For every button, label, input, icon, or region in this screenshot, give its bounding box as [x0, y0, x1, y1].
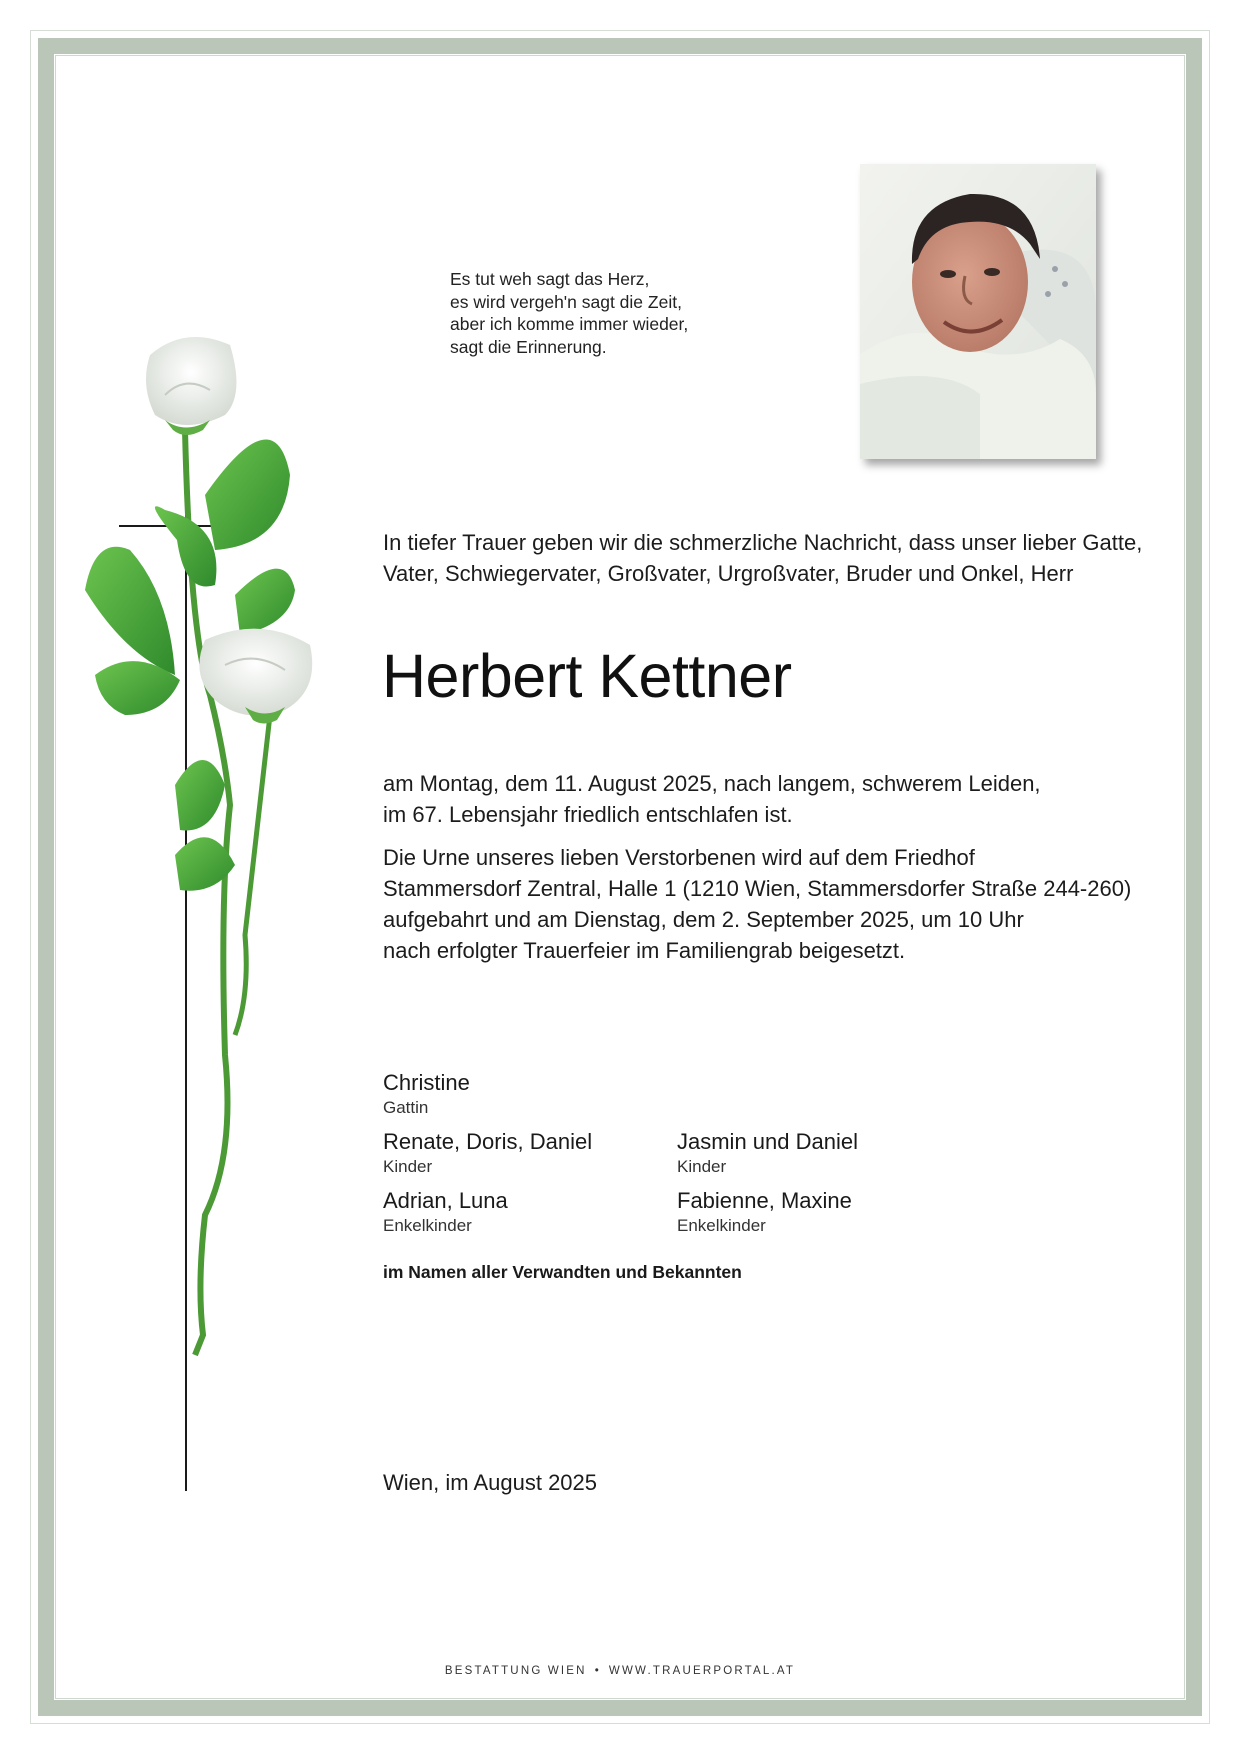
funeral-line: Stammersdorf Zentral, Halle 1 (1210 Wien, Stammersdorfer Straße 244-260) [383, 876, 1132, 901]
place-and-date: Wien, im August 2025 [383, 1470, 598, 1495]
poem-line: es wird vergeh'n sagt die Zeit, [450, 291, 682, 312]
poem-line: aber ich komme immer wieder, [450, 314, 689, 334]
announcement-intro [383, 527, 1173, 589]
death-statement [383, 768, 1173, 830]
mourner-names: Renate, Doris, Daniel [383, 1129, 593, 1154]
mourner-entry [677, 1128, 858, 1178]
deceased-name: Herbert Kettner [382, 642, 792, 710]
footer-website-link[interactable]: WWW.TRAUERPORTAL.AT [608, 1665, 796, 1677]
funeral-details [383, 842, 1173, 966]
intro-line: In tiefer Trauer geben wir die schmerzliche Nachricht, dass unser lieber Gatte, [383, 530, 1143, 555]
mourner-relation: Enkelkinder [677, 1216, 766, 1235]
funeral-line: aufgebahrt und am Dienstag, dem 2. September 2025, um 10 Uhr [383, 907, 1024, 932]
footer-company: BESTATTUNG WIEN [444, 1665, 587, 1677]
mourner-entry [383, 1187, 508, 1237]
mourner-entry [677, 1187, 852, 1237]
poem-line: sagt die Erinnerung. [450, 336, 607, 357]
mourner-relation: Kinder [383, 1157, 433, 1176]
mourner-relation: Gattin [383, 1098, 429, 1117]
mourner-entry [383, 1128, 592, 1178]
footer-separator: • [594, 1665, 601, 1677]
mourner-relation: Enkelkinder [383, 1216, 472, 1235]
mourner-names: Adrian, Luna [383, 1188, 508, 1213]
death-line: am Montag, dem 11. August 2025, nach langem, schwerem Leiden, [383, 771, 1041, 796]
closing-line: im Namen aller Verwandten und Bekannten [383, 1262, 742, 1282]
memorial-poem [450, 268, 688, 358]
intro-line: Vater, Schwiegervater, Großvater, Urgroßvater, Bruder und Onkel, Herr [383, 561, 1074, 586]
mourner-names: Christine [383, 1070, 470, 1095]
mourner-names: Fabienne, Maxine [677, 1188, 852, 1213]
funeral-line: Die Urne unseres lieben Verstorbenen wird auf dem Friedhof [383, 845, 975, 870]
footer [0, 1665, 1240, 1677]
portrait-photo [860, 164, 1096, 459]
white-rose-illustration [85, 335, 360, 1405]
mourner-entry [383, 1069, 470, 1119]
mourner-relation: Kinder [677, 1157, 727, 1176]
death-line: im 67. Lebensjahr friedlich entschlafen ist. [383, 802, 793, 827]
funeral-line: nach erfolgter Trauerfeier im Familiengrab beigesetzt. [383, 938, 906, 963]
poem-line: Es tut weh sagt das Herz, [450, 269, 650, 289]
mourner-names: Jasmin und Daniel [677, 1129, 858, 1154]
